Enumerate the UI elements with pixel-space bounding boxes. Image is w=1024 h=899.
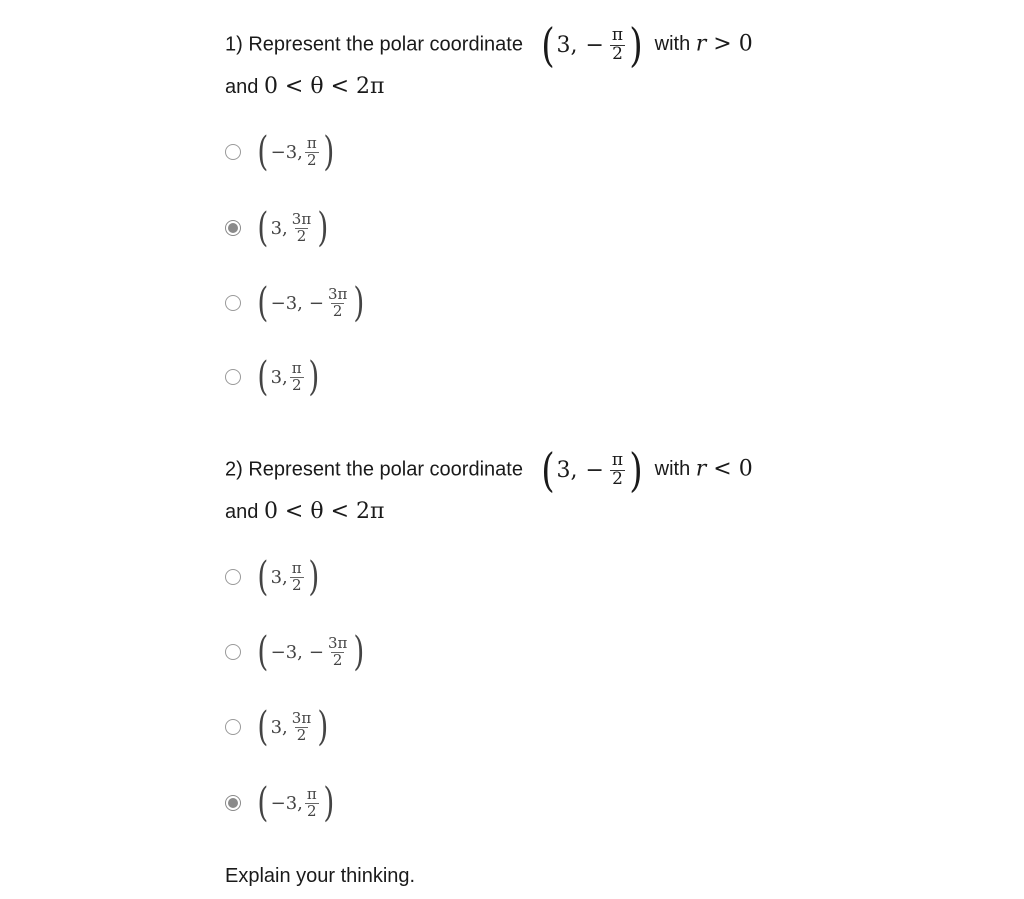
question-1-point-fraction: $\frac{\pi}{2}$ [611,24,624,64]
question-1-option-3[interactable]: ( −3, − $\frac{3\pi}{2}$ ) [225,278,367,328]
explain-prompt: Explain your thinking. [225,865,416,887]
question-2-prefix: 2) Represent the polar coordinate [225,458,523,481]
question-1-option-1[interactable]: ( −3, $\frac{\pi}{2}$ ) [225,127,336,177]
radio-button[interactable] [225,795,241,811]
question-2-option-1[interactable]: ( 3, $\frac{\pi}{2}$ ) [225,552,321,602]
question-1-point: ( 3, − $\frac{\pi}{2}$ ) [540,18,643,72]
question-2-point: ( 3, − $\frac{\pi}{2}$ ) [540,443,643,497]
question-2-point-fraction: $\frac{\pi}{2}$ [611,449,624,489]
radio-button[interactable] [225,644,241,660]
radio-button[interactable] [225,144,241,160]
radio-button[interactable] [225,295,241,311]
question-2-prompt: 2) Represent the polar coordinate ( 3, − $\frac{\pi}{2}$ ) with r < 0 [225,443,753,497]
radio-button[interactable] [225,719,241,735]
question-2-condition: r < 0 [695,456,753,482]
radio-button[interactable] [225,220,241,236]
question-2-option-2[interactable]: ( −3, − $\frac{3\pi}{2}$ ) [225,627,367,677]
question-1-range: and 0 < θ < 2π [225,74,385,99]
question-1-prompt: 1) Represent the polar coordinate ( 3, − $\frac{\pi}{2}$ ) with r > 0 [225,18,753,72]
question-2-option-3[interactable]: ( 3, $\frac{3\pi}{2}$ ) [225,702,331,752]
question-1-prefix: 1) Represent the polar coordinate [225,33,523,56]
question-2-option-4[interactable]: ( −3, $\frac{\pi}{2}$ ) [225,778,336,828]
question-1-option-4[interactable]: ( 3, $\frac{\pi}{2}$ ) [225,352,321,402]
radio-button[interactable] [225,369,241,385]
radio-button[interactable] [225,569,241,585]
question-1-condition: r > 0 [695,31,753,57]
question-2-range: and 0 < θ < 2π [225,499,385,524]
question-1-option-2[interactable]: ( 3, $\frac{3\pi}{2}$ ) [225,203,331,253]
